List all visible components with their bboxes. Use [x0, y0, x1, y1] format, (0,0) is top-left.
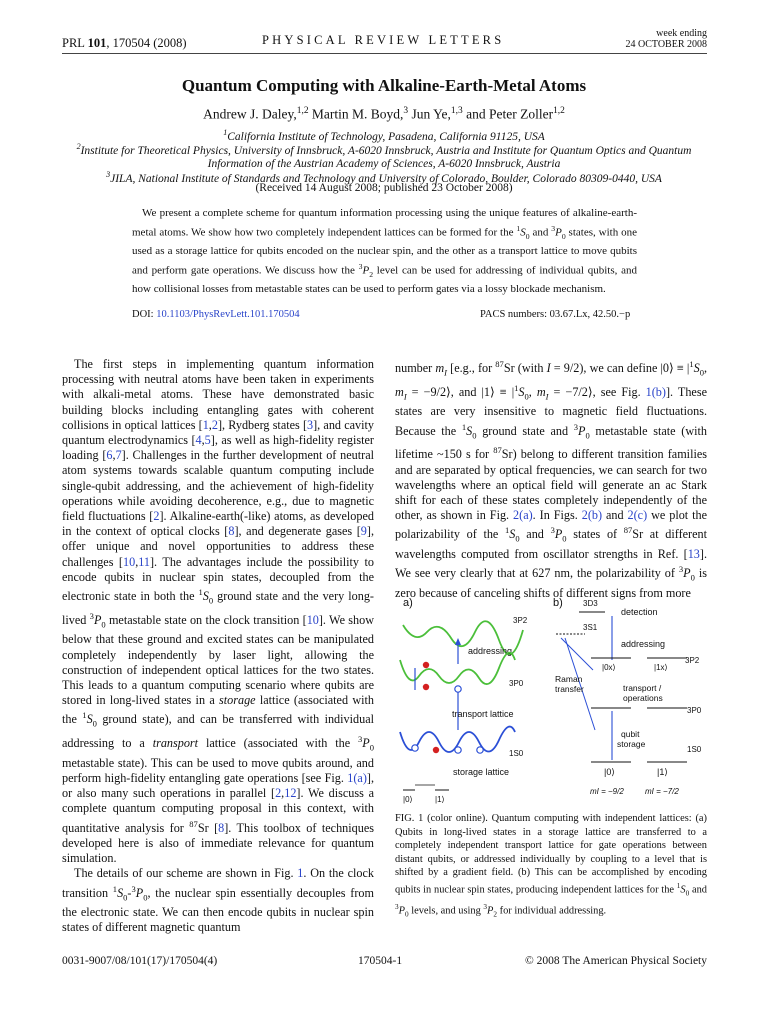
storage-atom [433, 747, 439, 753]
figure-1 [395, 590, 707, 805]
ket-0x-label: |0x⟩ [602, 663, 616, 672]
body-column-left [62, 357, 374, 936]
paper-title: Quantum Computing with Alkaline-Earth-Metal Atoms [181, 76, 587, 95]
transport-label-1: transport / [623, 683, 662, 693]
qubit-atom-open [455, 686, 461, 692]
b-3p0-label: 3P0 [687, 706, 702, 715]
addressing-label: addressing [468, 646, 513, 656]
detection-label: detection [621, 607, 658, 617]
b-3p2-label: 3P2 [685, 656, 700, 665]
panel-b-label: b) [553, 597, 563, 609]
affiliation-3: $^3$JILA, National Institute of Standards and Technology and University of Colorado, Boulder, Colorado 80309-0440, USA [106, 170, 662, 185]
body-paragraph: The details of our scheme are shown in Fig. 1. On the clock transition $^1S_0-^3P_0$, the nuclear spin essentially decouples from the electronic state. We can then encode qubits in nuclear spin states of different magnetic quantum [62, 866, 374, 935]
ket-0-label: |0⟩ [403, 795, 413, 804]
figure-1-caption: FIG. 1 (color online). Quantum computing with independent lattices: (a) Qubits in long-lived states in a storage lattice are transferred to a completely independent transport lattice for gate operations between distant qubits, or addressed individually by coupling to a level that is shifted by a gradient field. (b) This can be accomplished by encoding qubits in nuclear spin states, producing independent lattices for the $^1S_0$ and $^3P_0$ levels, and using $^3P_2$ for individual addressing. [395, 813, 707, 919]
storage-label: storage [617, 739, 646, 749]
raman-label-1: Raman [555, 674, 583, 684]
ket-1-label: |1⟩ [435, 795, 445, 804]
doi: DOI: 10.1103/PhysRevLett.101.170504 [132, 309, 300, 320]
week-ending [626, 28, 708, 50]
issn: 0031-9007/08/101(17)/170504(4) [62, 955, 218, 967]
qubit-atom-red [423, 662, 429, 668]
level-3p0-label: 3P0 [509, 679, 524, 688]
raman-label-2: transfer [555, 684, 584, 694]
body-paragraph: The first steps in implementing quantum information processing with neutral atoms have been taken in experiments with alkali-metal atoms. These have demonstrated basic building blocks including entangling gates with coherent collisions in optical lattices [1,2], Rydberg states [3], and cavity quantum electrodynamics [4,5], as well as high-fidelity register loading [6,7]. Challenges in the further development of neutral atom systems towards scalable quantum computing include single-qubit addressing, and the achievement of high-fidelity operations while avoiding decoherence, e.g., due to magnetic field fluctuations [2]. Alkaline-earth(-like) atoms, as developed in the context of optical clocks [8], and degenerate gases [9], offer unique and novel opportunities to address these challenges [10,11]. The advantages include the possibility to encode qubits in nuclear spin states, decoupled from the electronic state in both the $^1S_0$ ground state and the very long-lived $^3P_0$ metastable state on the clock transition [10]. We show below that these ground and excited states can be manipulated completely independently by laser light, allowing the construction of independent optical lattices for the two states. This leads to a quantum computing scenario where qubits are stored in long-lived states in a storage lattice (associated with the $^1S_0$ ground state), and can be transferred with individual addressing to a transport lattice (associated with the $^3P_0$ metastable state). This can be used to move qubits around, and perform high-fidelity entangling gate operations [see Fig. 1(a)], or also many such operations in parallel [2,12]. We discuss a complete quantum computing proposal in this context, with quantitative analysis for $^{87}$Sr [8]. This toolbox of techniques developed here is also of immediate relevance for quantum simulation. [62, 357, 375, 866]
pacs-numbers: PACS numbers: 03.67.Lx, 42.50.−p [480, 309, 631, 320]
journal-name: PHYSICAL REVIEW LETTERS [262, 33, 505, 47]
received-dates: (Received 14 August 2008; published 23 October 2008) [255, 182, 513, 194]
b-ket0-label: |0⟩ [604, 767, 615, 777]
mi-label-0: mI = −9/2 [590, 787, 624, 796]
storage-atom [412, 745, 418, 751]
journal-reference: PRL 101, 170504 (2008) [62, 36, 187, 50]
ket-1x-label: |1x⟩ [654, 663, 668, 672]
body-paragraph: number $m_I$ [e.g., for $^{87}$Sr (with I = 9/2), we can define |0⟩ ≡ $|^1S_0$, $m_I$ = −9/2⟩, and |1⟩ ≡ $|^1S_0$, $m_I$ = −7/2⟩, see Fig. 1(b)]. These states are very insensitive to magnetic field fluctuations. Because the $^1S_0$ ground state and $^3P_0$ metastable state (with lifetime ~150 s for $^{87}$Sr) belong to different transition families and are separated by optical frequencies, we can search for two wavelengths where an optical field will generate an ac Stark shift for each of these states completely independently of the other, as shown in Fig. 2(a). In Figs. 2(b) and 2(c) we plot the polarizability of the $^1S_0$ and $^3P_0$ states of $^{87}$Sr at different wavelengths computed from oscillator strengths in Ref. [13]. We see very clearly that at 627 nm, the polarizability of $^3P_0$ is zero because of canceling shifts of different signs from more [395, 359, 708, 600]
storage-lattice-label: storage lattice [453, 767, 510, 777]
abstract: We present a complete scheme for quantum information processing using the unique features of alkaline-earth-metal atoms. We show how two completely independent lattices can be formed for the $^1S_0$ and $^3P_0$ states, with one used as a storage lattice for qubits encoded on the nuclear spin, and the other as a transport lattice to move qubits and perform gate operations. We discuss how the $^3P_2$ level can be used for addressing of individual qubits, and how collisional losses from metastable states can be used to perform gates via a lossy blockade mechanism. [132, 207, 637, 295]
qubit-label: qubit [621, 729, 640, 739]
transport-lattice-label: transport lattice [452, 709, 514, 719]
qubit-atom-red [423, 684, 429, 690]
level-3d3-label: 3D3 [583, 599, 598, 608]
doi-link[interactable]: 10.1103/PhysRevLett.101.170504 [156, 309, 300, 320]
body-column-right [395, 357, 707, 601]
week-ending-date: 24 OCTOBER 2008 [625, 39, 707, 50]
page-number: 170504-1 [358, 955, 403, 967]
storage-atom [477, 747, 483, 753]
header-rule [62, 53, 707, 54]
arrow-head [455, 638, 461, 645]
author-list: Andrew J. Daley,$^{1,2}$ Martin M. Boyd,$^3$ Jun Ye,$^{1,3}$ and Peter Zoller$^{1,2}$ [203, 106, 565, 122]
week-ending-label: week ending [656, 28, 707, 39]
b-ket1-label: |1⟩ [657, 767, 668, 777]
raman-arrow [561, 638, 593, 670]
level-3s1-label: 3S1 [583, 623, 598, 632]
affiliation-1: $^1$California Institute of Technology, Pasadena, California 91125, USA [223, 128, 545, 143]
transport-label-2: operations [623, 693, 663, 703]
mi-label-1: mI = −7/2 [645, 787, 679, 796]
affiliation-2: $^2$Institute for Theoretical Physics, University of Innsbruck, A-6020 Innsbruck, Austria and Institute for Quantum Optics and Quantum Information of the Austrian Academy of Sciences, A-6020 Innsbruck, Austria [76, 142, 692, 171]
b-addressing-label: addressing [621, 639, 666, 649]
b-1s0-label: 1S0 [687, 745, 702, 754]
copyright: © 2008 The American Physical Society [525, 955, 707, 967]
level-1s0-label: 1S0 [509, 749, 524, 758]
storage-atom [455, 747, 461, 753]
panel-a-label: a) [403, 597, 413, 609]
level-3p2-label: 3P2 [513, 616, 528, 625]
